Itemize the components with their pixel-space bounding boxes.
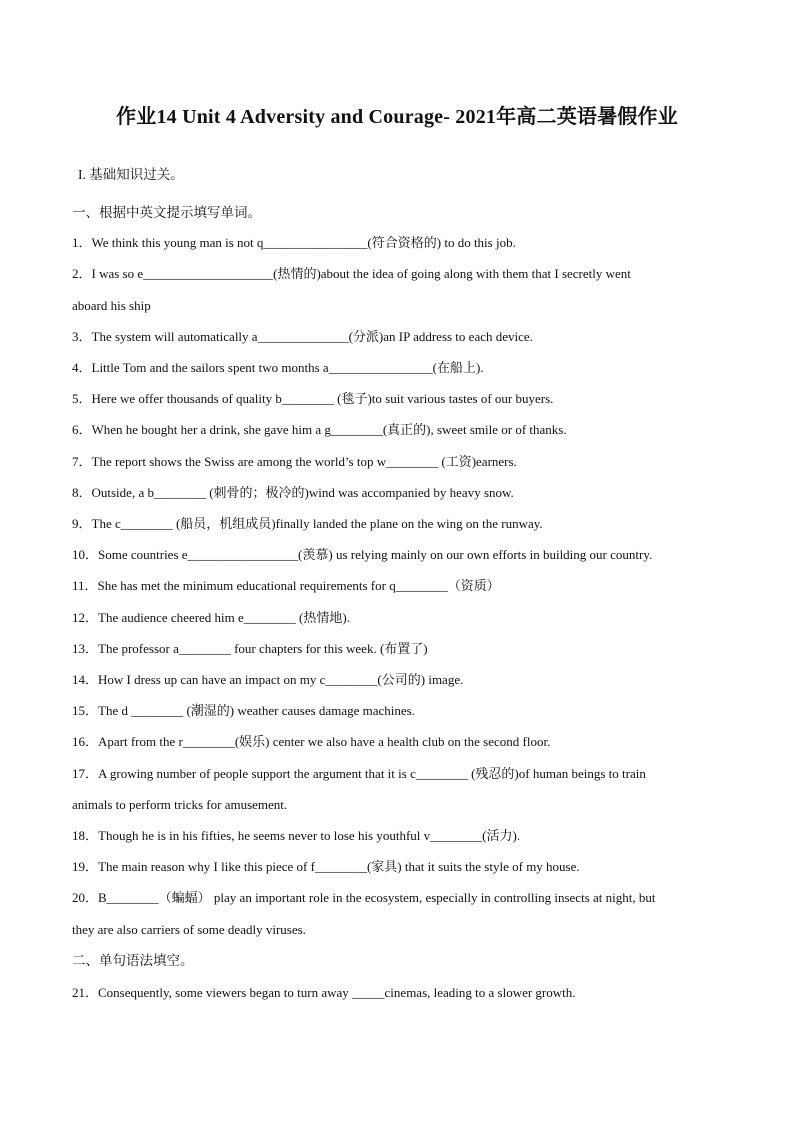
question-17: 17．A growing number of people support the argument that it is c________ (残忍的)of human beings to train [72,766,646,781]
question-10: 10．Some countries e_________________(羡慕) us relying mainly on our own efforts in building our country. [72,547,653,562]
question-6: 6．When he bought her a drink, she gave him a g________(真正的), sweet smile or of thanks. [72,422,567,437]
part-heading: I. 基础知识过关。 [78,167,184,182]
question-14: 14．How I dress up can have an impact on my c________(公司的) image. [72,672,464,687]
question-21: 21．Consequently, some viewers began to turn away _____cinemas, leading to a slower growth. [72,985,576,1000]
question-2-cont: aboard his ship [72,298,151,313]
question-9: 9．The c________ (船员，机组成员)finally landed the plane on the wing on the runway. [72,516,543,531]
document-title: 作业14 Unit 4 Adversity and Courage- 2021年高二英语暑假作业 [116,106,678,128]
question-17-cont: animals to perform tricks for amusement. [72,797,288,812]
section1-heading: 一、根据中英文提示填写单词。 [72,205,261,220]
question-7: 7．The report shows the Swiss are among the world’s top w________ (工资)earners. [72,454,517,469]
question-5: 5．Here we offer thousands of quality b________ (毯子)to suit various tastes of our buyers. [72,391,554,406]
section2-heading: 二、单句语法填空。 [72,953,194,968]
question-8: 8．Outside, a b________ (刺骨的；极冷的)wind was accompanied by heavy snow. [72,485,514,500]
question-12: 12．The audience cheered him e________ (热情地). [72,610,350,625]
question-20: 20．B________（蝙蝠） play an important role in the ecosystem, especially in controlling insects at night, but [72,890,656,905]
question-11: 11．She has met the minimum educational requirements for q________（资质） [72,578,500,593]
question-1: 1．We think this young man is not q________________(符合资格的) to do this job. [72,235,516,250]
question-15: 15．The d ________ (潮湿的) weather causes damage machines. [72,703,415,718]
question-2: 2．I was so e____________________(热情的)about the idea of going along with them that I secretly went [72,266,631,281]
question-3: 3．The system will automatically a______________(分派)an IP address to each device. [72,329,533,344]
question-13: 13．The professor a________ four chapters for this week. (布置了) [72,641,428,656]
question-16: 16．Apart from the r________(娱乐) center we also have a health club on the second floor. [72,734,551,749]
question-20-cont: they are also carriers of some deadly viruses. [72,922,306,937]
question-4: 4．Little Tom and the sailors spent two months a________________(在船上). [72,360,484,375]
question-19: 19．The main reason why I like this piece of f________(家具) that it suits the style of my house. [72,859,580,874]
question-18: 18．Though he is in his fifties, he seems never to lose his youthful v________(活力). [72,828,521,843]
